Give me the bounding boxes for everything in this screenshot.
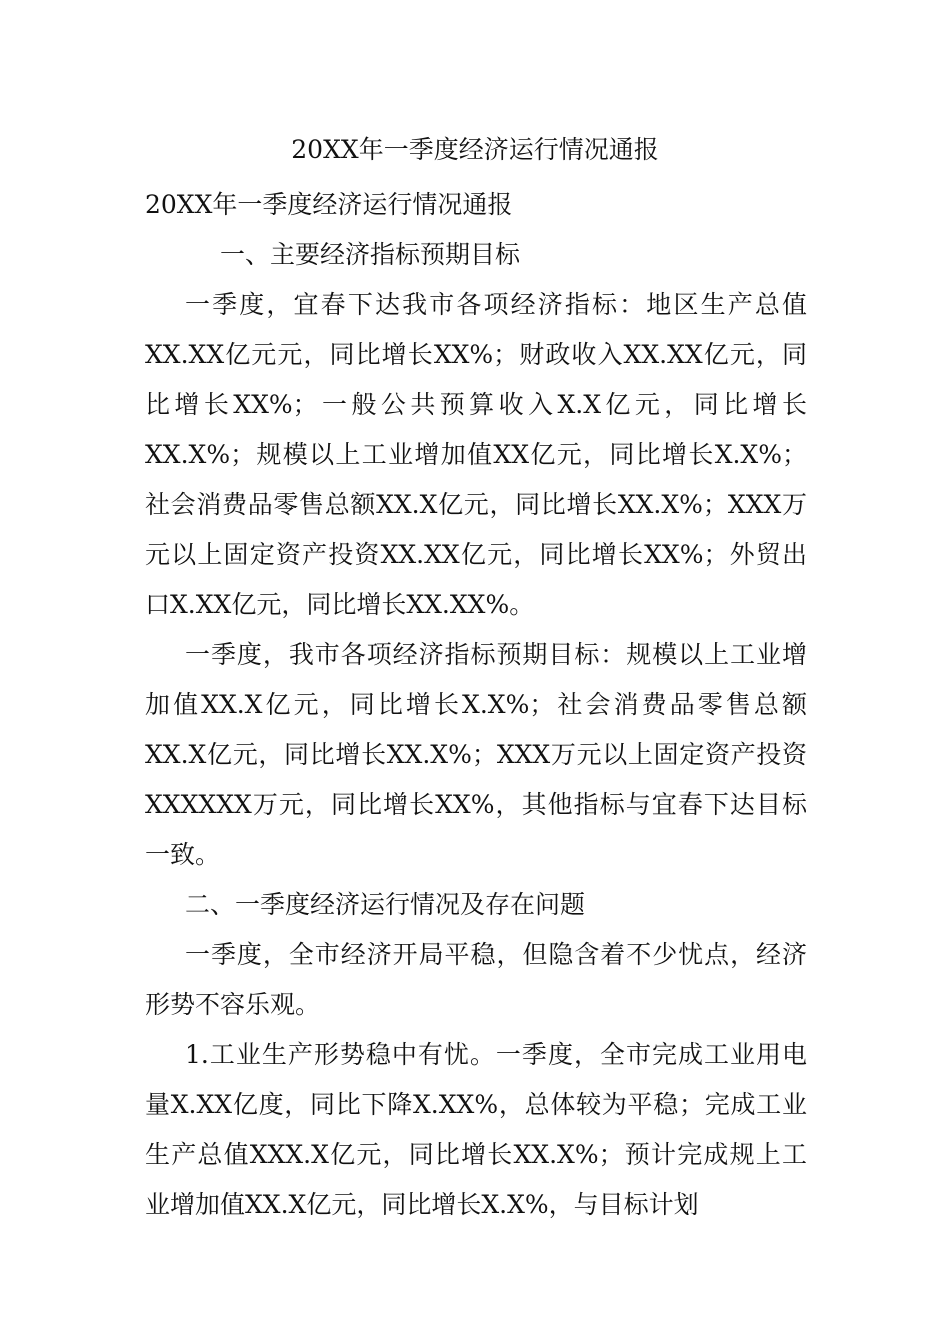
section-heading-1: 一、主要经济指标预期目标	[220, 240, 521, 269]
document-body	[145, 180, 807, 1230]
document-subtitle: 20XX年一季度经济运行情况通报	[145, 190, 513, 219]
section-heading-2: 二、一季度经济运行情况及存在问题	[185, 890, 586, 919]
paragraph-1: 一季度，宜春下达我市各项经济指标：地区生产总值XX.XX亿元元，同比增长XX%；财政收入XX.XX亿元，同比增长XX%；一般公共预算收入X.X亿元，同比增长XX.X%；规模以上工业增加值XX亿元，同比增长X.X%；社会消费品零售总额XX.X亿元，同比增长XX.X%；XXX万元以上固定资产投资XX.XX亿元，同比增长XX%；外贸出口X.XX亿元，同比增长XX.XX%。	[145, 290, 807, 619]
paragraph-2: 一季度，我市各项经济指标预期目标：规模以上工业增加值XX.X亿元，同比增长X.X%；社会消费品零售总额XX.X亿元，同比增长XX.X%；XXX万元以上固定资产投资XXXXXX万元，同比增长XX%，其他指标与宜春下达目标一致。	[145, 640, 807, 869]
paragraph-4: 1.工业生产形势稳中有忧。一季度，全市完成工业用电量X.XX亿度，同比下降X.XX%，总体较为平稳；完成工业生产总值XXX.X亿元，同比增长XX.X%；预计完成规上工业增加值XX.X亿元，同比增长X.X%，与目标计划	[145, 1040, 807, 1219]
document-title: 20XX年一季度经济运行情况通报	[291, 135, 659, 164]
paragraph-3: 一季度，全市经济开局平稳，但隐含着不少忧点，经济形势不容乐观。	[145, 940, 807, 1019]
